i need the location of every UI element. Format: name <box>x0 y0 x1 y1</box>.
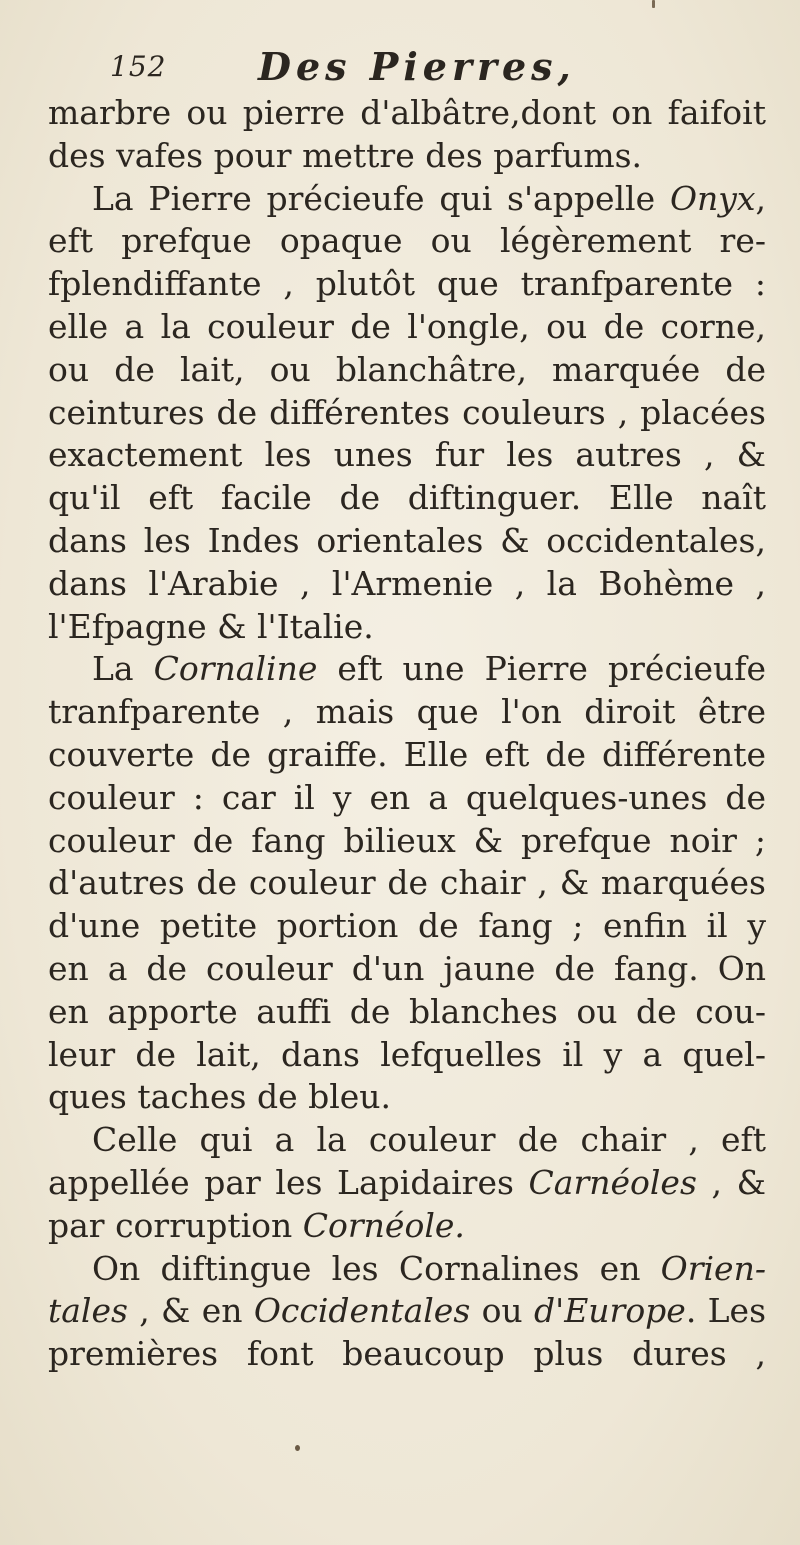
body-text <box>48 92 766 1376</box>
text-segment: La <box>92 649 154 689</box>
text-segment: On diftingue les Cornalines en <box>92 1248 661 1288</box>
text-segment: La Pierre précieufe qui s'appelle <box>92 178 670 218</box>
italic-term: tales <box>48 1291 128 1331</box>
text-segment: , <box>755 178 766 218</box>
text-line: couleur : car il y en a quelques-unes de <box>48 777 766 817</box>
text-line: marbre ou pierre d'albâtre,dont on faifoit <box>48 93 766 132</box>
text-line: d'autres de couleur de chair , & marquées <box>48 863 766 903</box>
text-segment: eft une Pierre précieufe <box>317 649 767 689</box>
italic-term: Cornaline <box>153 649 318 689</box>
text-line: elle a la couleur de l'ongle, ou de corne, <box>48 306 766 346</box>
italic-term: d'Europe <box>534 1291 686 1331</box>
text-line <box>48 178 766 221</box>
text-line: ques taches de bleu. <box>48 1077 392 1117</box>
page-header <box>110 40 760 100</box>
text-line: eft prefque opaque ou légèrement re- <box>48 221 766 261</box>
text-line: en a de couleur d'un jaune de fang. On <box>48 948 766 988</box>
text-line: dans les Indes orientales & occidentales, <box>48 520 766 560</box>
text-segment: , & <box>696 1162 766 1202</box>
text-line: leur de lait, dans lefquelles il y a quel- <box>48 1034 766 1074</box>
text-line: exactement les unes fur les autres , & <box>48 435 766 475</box>
text-line <box>48 1205 766 1248</box>
text-line: des vafes pour mettre des parfums. <box>48 135 643 175</box>
italic-term: Onyx <box>669 178 756 218</box>
text-line: ou de lait, ou blanchâtre, marquée de <box>48 349 766 389</box>
italic-term: Orien- <box>660 1248 766 1288</box>
text-line <box>48 648 766 691</box>
italic-term: Cornéole. <box>302 1205 465 1245</box>
text-line <box>48 1162 766 1205</box>
paper-speck <box>295 1445 300 1451</box>
paper-speck <box>652 0 655 8</box>
text-line <box>48 1248 766 1291</box>
italic-term: Carnéoles <box>528 1162 697 1202</box>
text-segment: appellée par les Lapidaires <box>48 1162 529 1202</box>
text-line: qu'il eft facile de diftinguer. Elle naît <box>48 478 766 518</box>
text-line: couleur de fang bilieux & prefque noir ; <box>48 820 766 860</box>
text-line: dans l'Arabie , l'Armenie , la Bohème , <box>48 563 766 603</box>
italic-term: Occidentales <box>253 1291 471 1331</box>
text-line: premières font beaucoup plus dures , <box>48 1334 766 1374</box>
text-line: l'Efpagne & l'Italie. <box>48 606 374 646</box>
running-title: Des Pierres, <box>258 44 576 89</box>
text-line: en apporte auffi de blanches ou de cou- <box>48 991 766 1031</box>
text-segment: . Les <box>685 1291 767 1331</box>
text-line: Celle qui a la couleur de chair , eft <box>92 1120 766 1160</box>
text-line <box>48 1290 766 1333</box>
text-line: tranfparente , mais que l'on diroit être <box>48 692 766 732</box>
text-line: d'une petite portion de fang ; enfin il y <box>48 906 766 946</box>
text-segment: ou <box>470 1291 534 1331</box>
page-number: 152 <box>110 50 167 83</box>
text-line: fplendiffante , plutôt que tranfparente : <box>48 264 766 304</box>
text-line: couverte de graiffe. Elle eft de différente <box>48 734 766 774</box>
text-segment: , & en <box>127 1291 254 1331</box>
text-line: ceintures de différentes couleurs , placées <box>48 392 766 432</box>
text-segment: par corruption <box>48 1205 303 1245</box>
